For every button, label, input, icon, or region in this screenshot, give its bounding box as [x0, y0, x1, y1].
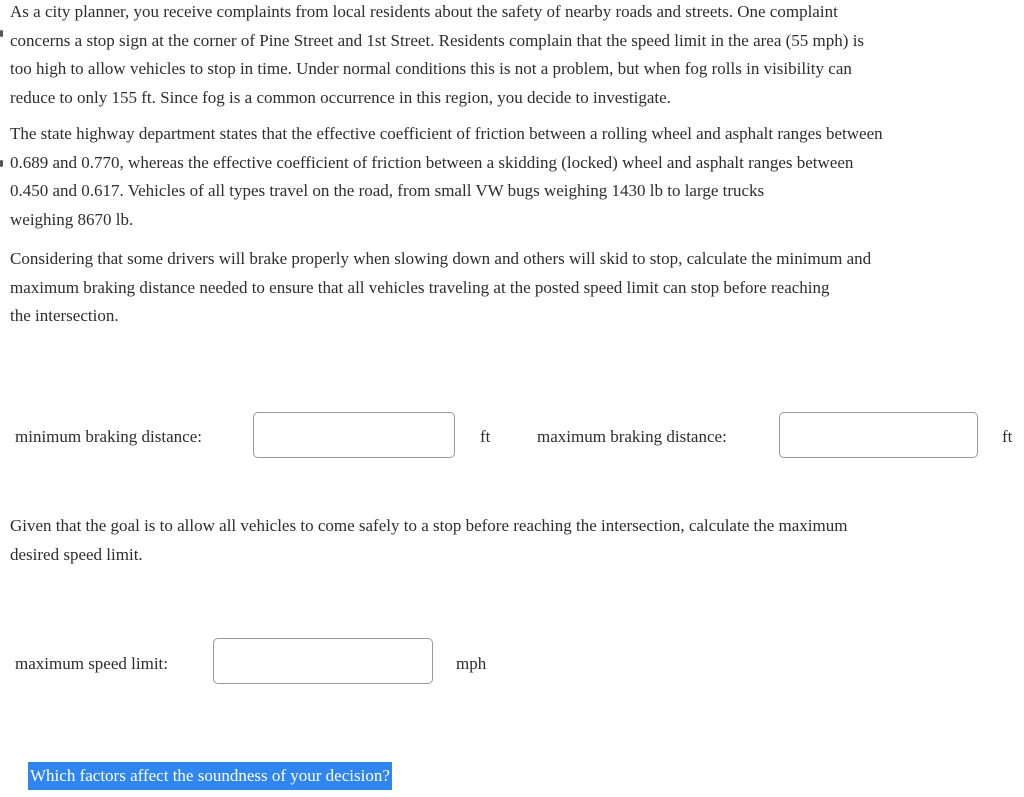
text-line: too high to allow vehicles to stop in time. Under normal conditions this is not a problem, but when fog rolls in visibility can: [10, 59, 852, 78]
min-distance-label: minimum braking distance:: [15, 427, 202, 446]
followup-question-highlight[interactable]: Which factors affect the soundness of your decision?: [28, 762, 392, 790]
text-line: weighing 8670 lb.: [10, 209, 134, 229]
problem-paragraph-braking: [10, 245, 1020, 331]
min-distance-unit: ft: [480, 427, 491, 446]
text-line: the intersection.: [10, 306, 119, 325]
problem-paragraph-intro: [10, 0, 1020, 112]
max-speed-label: maximum speed limit:: [15, 654, 168, 673]
problem-paragraph-friction: [10, 120, 1020, 234]
text-line: As a city planner, you receive complaints from local residents about the safety of nearby roads and streets. One complaint: [10, 2, 838, 21]
min-distance-input[interactable]: [253, 412, 455, 458]
max-distance-unit: ft: [1002, 427, 1013, 446]
max-distance-input[interactable]: [779, 412, 978, 458]
text-line: 0.689 and 0.770, whereas the effective coefficient of friction between a skidding (locked) wheel and asphalt ranges between: [10, 152, 854, 172]
text-line: Considering that some drivers will brake properly when slowing down and others will skid to stop, calculate the minimum and: [10, 249, 872, 268]
text-line: concerns a stop sign at the corner of Pine Street and 1st Street. Residents complain that the speed limit in the area (55 mph) is: [10, 30, 865, 50]
max-speed-unit: mph: [456, 654, 487, 673]
text-line: Given that the goal is to allow all vehicles to come safely to a stop before reaching the intersection, calculate the maximum: [10, 516, 848, 535]
problem-paragraph-speed: [10, 512, 1020, 569]
text-line: The state highway department states that the effective coefficient of friction between a rolling wheel and asphalt ranges between: [10, 124, 883, 143]
text-line: desired speed limit.: [10, 544, 143, 564]
text-line: maximum braking distance needed to ensure that all vehicles traveling at the posted speed limit can stop before reaching: [10, 277, 830, 297]
max-speed-input[interactable]: [213, 638, 433, 684]
left-edge-mark: [0, 30, 3, 37]
left-edge-mark: [0, 160, 3, 167]
text-line: reduce to only 155 ft. Since fog is a common occurrence in this region, you decide to investigate.: [10, 87, 671, 107]
text-line: 0.450 and 0.617. Vehicles of all types travel on the road, from small VW bugs weighing 1430 lb to large trucks: [10, 181, 765, 200]
max-distance-label: maximum braking distance:: [537, 427, 727, 446]
